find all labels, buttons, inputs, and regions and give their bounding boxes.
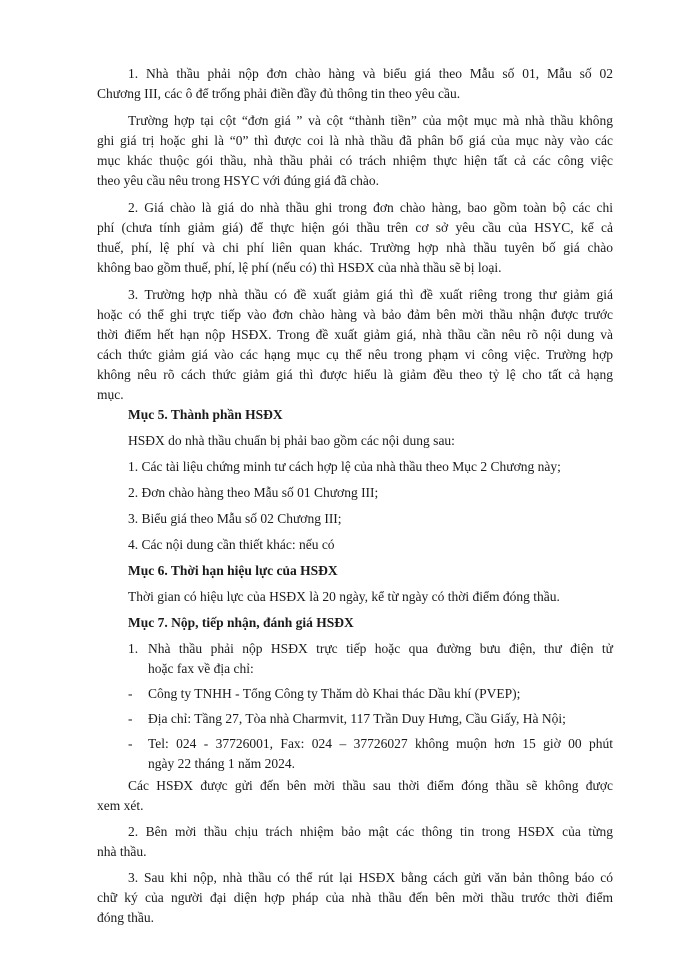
- section-7-company: Công ty TNHH - Tổng Công ty Thăm dò Khai thác Dầu khí (PVEP);: [148, 686, 521, 701]
- section-5-heading: Mục 5. Thành phần HSĐX: [128, 407, 283, 422]
- para-4-line-5: không nêu rõ cách thức giảm giá thì được hiểu là giảm đều theo tỷ lệ cho tất cả hạng: [97, 367, 613, 382]
- para-3-line-4: không bao gồm thuế, phí, lệ phí (nếu có) thì HSĐX của nhà thầu sẽ bị loại.: [97, 260, 502, 275]
- para-1-line-2: Chương III, các ô để trống phải điền đầy đủ thông tin theo yêu cầu.: [97, 86, 461, 101]
- section-7-heading: Mục 7. Nộp, tiếp nhận, đánh giá HSĐX: [128, 615, 354, 630]
- para-4-line-1: 3. Trường hợp nhà thầu có đề xuất giảm giá thì đề xuất riêng trong thư giảm giá: [128, 287, 613, 302]
- para-3-line-3: thuế, phí, lệ phí và chi phí liên quan khác. Trường hợp nhà thầu tuyên bố giá chào: [97, 240, 613, 255]
- section-5-item-2: 2. Đơn chào hàng theo Mẫu số 01 Chương III;: [128, 485, 379, 500]
- dash-bullet-1: -: [128, 686, 133, 701]
- section-7-address: Địa chỉ: Tầng 27, Tòa nhà Charmvit, 117 Trần Duy Hưng, Cầu Giấy, Hà Nội;: [148, 711, 566, 726]
- section-7-item-2-line-2: nhà thầu.: [97, 844, 147, 859]
- para-4-line-3: thời điểm hết hạn nộp HSĐX. Trong đề xuất giảm giá, nhà thầu cần nêu rõ nội dung và: [97, 327, 613, 342]
- section-5-item-1: 1. Các tài liệu chứng minh tư cách hợp lệ của nhà thầu theo Mục 2 Chương này;: [128, 459, 561, 474]
- section-7-item-2-line-1: 2. Bên mời thầu chịu trách nhiệm bảo mật các thông tin trong HSĐX của từng: [128, 824, 613, 839]
- section-7-item-3-line-1: 3. Sau khi nộp, nhà thầu có thể rút lại HSĐX bằng cách gửi văn bản thông báo có: [128, 870, 613, 885]
- para-2-line-2: ghi giá trị hoặc ghi là “0” thì được coi là nhà thầu đã phân bổ giá của mục này vào các: [97, 133, 613, 148]
- section-7-item-3-line-2: chữ ký của người đại diện hợp pháp của nhà thầu đến bên mời thầu trước thời điểm: [97, 890, 613, 905]
- section-7-late-line-1: Các HSĐX được gửi đến bên mời thầu sau thời điểm đóng thầu sẽ không được: [128, 778, 613, 793]
- para-4-line-6: mục.: [97, 387, 124, 402]
- section-6-heading: Mục 6. Thời hạn hiệu lực của HSĐX: [128, 563, 338, 578]
- section-5-item-4: 4. Các nội dung cần thiết khác: nếu có: [128, 537, 335, 552]
- section-7-contact-line-1: Tel: 024 - 37726001, Fax: 024 – 37726027 không muộn hơn 15 giờ 00 phút: [148, 736, 613, 751]
- section-6-text: Thời gian có hiệu lực của HSĐX là 20 ngày, kể từ ngày có thời điểm đóng thầu.: [128, 589, 560, 604]
- para-2-line-1: Trường hợp tại cột “đơn giá ” và cột “thành tiền” của một mục mà nhà thầu không: [128, 113, 613, 128]
- para-2-line-4: theo yêu cầu nêu trong HSYC với đúng giá đã chào.: [97, 173, 379, 188]
- para-4-line-4: cách thức giảm giá vào các hạng mục cụ thể nêu trong phạm vi công việc. Trường hợp: [97, 347, 613, 362]
- section-5-intro: HSĐX do nhà thầu chuẩn bị phải bao gồm các nội dung sau:: [128, 433, 455, 448]
- section-7-item-1-number: 1.: [128, 641, 139, 656]
- section-5-item-3: 3. Biểu giá theo Mẫu số 02 Chương III;: [128, 511, 342, 526]
- para-2-line-3: mục khác thuộc gói thầu, nhà thầu phải có trách nhiệm thực hiện tất cả các công việc: [97, 153, 613, 168]
- para-3-line-2: phí (chưa tính giảm giá) để thực hiện gói thầu trên cơ sở yêu cầu của HSYC, kể cả: [97, 220, 613, 235]
- section-7-item-3-line-3: đóng thầu.: [97, 910, 154, 925]
- section-7-item-1-line-1: Nhà thầu phải nộp HSĐX trực tiếp hoặc qua đường bưu điện, thư điện tử: [148, 641, 613, 656]
- para-1-line-1: 1. Nhà thầu phải nộp đơn chào hàng và biểu giá theo Mẫu số 01, Mẫu số 02: [128, 66, 613, 81]
- dash-bullet-2: -: [128, 711, 133, 726]
- dash-bullet-3: -: [128, 736, 133, 751]
- section-7-contact-line-2: ngày 22 tháng 1 năm 2024.: [148, 756, 295, 771]
- section-7-item-1-line-2: hoặc fax về địa chỉ:: [148, 661, 254, 676]
- section-7-late-line-2: xem xét.: [97, 798, 144, 813]
- para-4-line-2: hoặc có thể ghi trực tiếp vào đơn chào hàng và bảo đảm bên mời thầu nhận được trước: [97, 307, 613, 322]
- para-3-line-1: 2. Giá chào là giá do nhà thầu ghi trong đơn chào hàng, bao gồm toàn bộ các chi: [128, 200, 613, 215]
